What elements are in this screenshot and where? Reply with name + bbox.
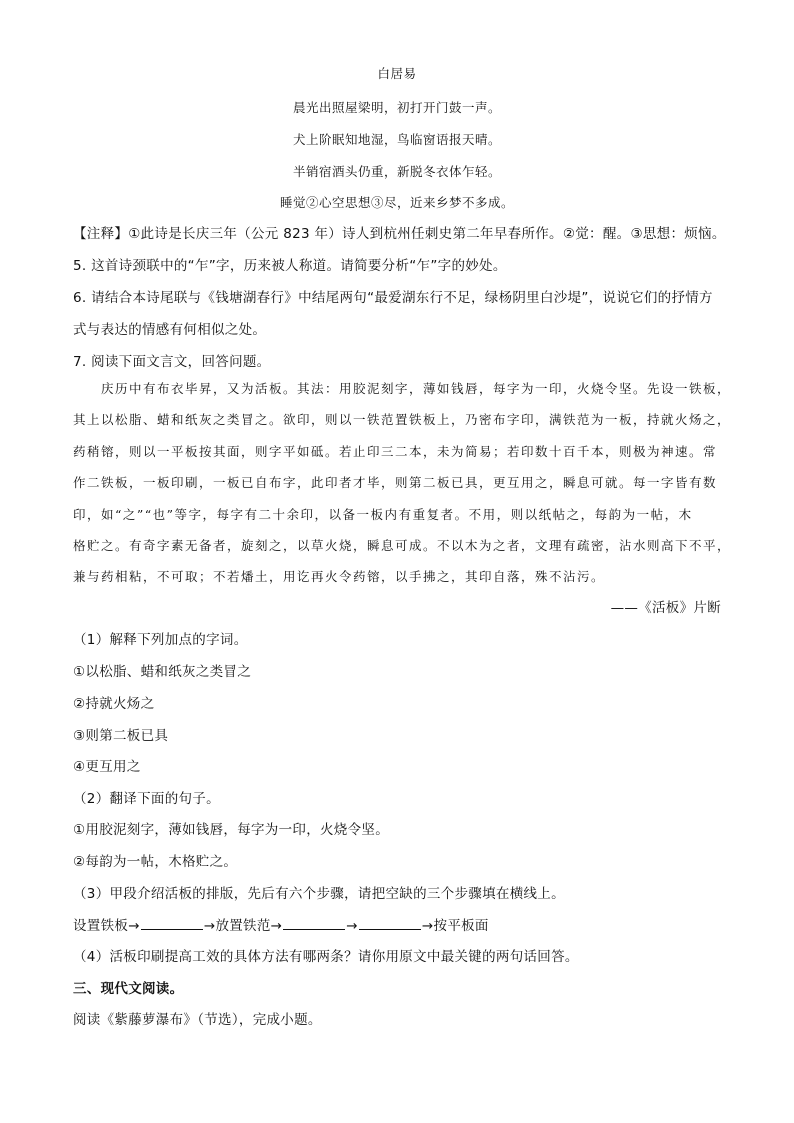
classical-line-4: 作二铁板，一板印刷，一板已自布字，此印者才毕，则第二板已具，更互用之，瞬息可就。每一字皆有数 (73, 475, 718, 490)
classical-line-5: 印，如“之”“也”等字，每字有二十余印，以备一板内有重复者。不用，则以纸帖之，每韵为一帖，木 (73, 507, 693, 522)
classical-line-2: 其上以松脂、蜡和纸灰之类冒之。欲印，则以一铁范置铁板上，乃密布字印，满铁范为一板，持就火炀之， (73, 412, 732, 427)
sub1-item-3: ③则第二板已具 (73, 728, 169, 744)
question-7-intro: 7. 阅读下面文言文，回答问题。 (73, 354, 271, 370)
sub1-item-4: ④更互用之 (73, 759, 141, 775)
section-3-heading: 三、现代文阅读。 (73, 981, 184, 997)
sub1-prompt: （1）解释下列加点的字词。 (73, 632, 248, 648)
step-4-blank[interactable] (283, 917, 345, 930)
classical-source: ——《活板》片断 (610, 600, 721, 616)
step-2-blank[interactable] (141, 917, 203, 930)
arrow-icon: → (203, 918, 216, 934)
question-6-line-1: 6. 请结合本诗尾联与《钱塘湖春行》中结尾两句“最爱湖东行不足，绿杨阴里白沙堤”，说说它们的抒情方 (73, 290, 713, 306)
classical-line-7: 兼与药相粘，不可取；不若燔土，用讫再火令药镕，以手拂之，其印自落，殊不沾污。 (73, 569, 606, 584)
poem-annotation: 【注释】①此诗是长庆三年（公元 823 年）诗人到杭州任刺史第二年早春所作。②觉：醒。③思想：烦恼。 (73, 226, 726, 242)
sub3-prompt: （3）甲段介绍活板的排版，先后有六个步骤，请把空缺的三个步骤填在横线上。 (73, 886, 565, 902)
sub2-prompt: （2）翻译下面的句子。 (73, 791, 220, 807)
arrow-icon: → (421, 918, 434, 934)
question-6-line-2: 式与表达的情感有何相似之处。 (73, 322, 267, 338)
step-5-blank[interactable] (359, 917, 421, 930)
sub2-item-2: ②每韵为一帖，木格贮之。 (73, 854, 238, 870)
section-3-intro: 阅读《紫藤萝瀑布》（节选），完成小题。 (73, 1012, 322, 1028)
arrow-icon: → (346, 918, 358, 934)
step-3-label: 放置铁范 (215, 918, 271, 934)
poem-line-1: 晨光出照屋梁明，初打开门鼓一声。 (292, 100, 501, 115)
arrow-icon: → (270, 918, 283, 934)
poem-line-3: 半销宿酒头仍重，新脱冬衣体乍轻。 (292, 164, 501, 179)
sub3-steps-row (73, 916, 489, 936)
arrow-icon: → (128, 918, 140, 934)
step-6-label: 按平板面 (433, 918, 489, 934)
sub4-prompt: （4）活板印刷提高工效的具体方法有哪两条？请你用原文中最关键的两句话回答。 (73, 949, 579, 965)
step-1-label: 设置铁板 (73, 918, 129, 934)
classical-line-6: 格贮之。有奇字素无备者，旋刻之，以草火烧，瞬息可成。不以木为之者，文理有疏密，沾水则高下不平， (73, 538, 732, 553)
poem-line-2: 犬上阶眠知地湿，鸟临窗语报天晴。 (292, 132, 501, 147)
sub1-item-1: ①以松脂、蜡和纸灰之类冒之 (73, 664, 252, 680)
question-5: 5. 这首诗颈联中的“乍”字，历来被人称道。请简要分析“乍”字的妙处。 (73, 258, 507, 274)
poem-author: 白居易 (377, 66, 417, 81)
sub2-item-1: ①用胶泥刻字，薄如钱唇，每字为一印，火烧令坚。 (73, 822, 390, 838)
classical-line-3: 药稍镕，则以一平板按其面，则字平如砥。若止印三二本，未为简易；若印数十百千本，则极为神速。常 (73, 444, 718, 459)
poem-line-4: 睡觉②心空思想③尽，近来乡梦不多成。 (279, 195, 514, 210)
classical-line-1: 庆历中有布衣毕昇，又为活板。其法：用胶泥刻字，薄如钱唇，每字为一印，火烧令坚。先设一铁板， (101, 381, 732, 396)
sub1-item-2: ②持就火炀之 (73, 696, 155, 712)
